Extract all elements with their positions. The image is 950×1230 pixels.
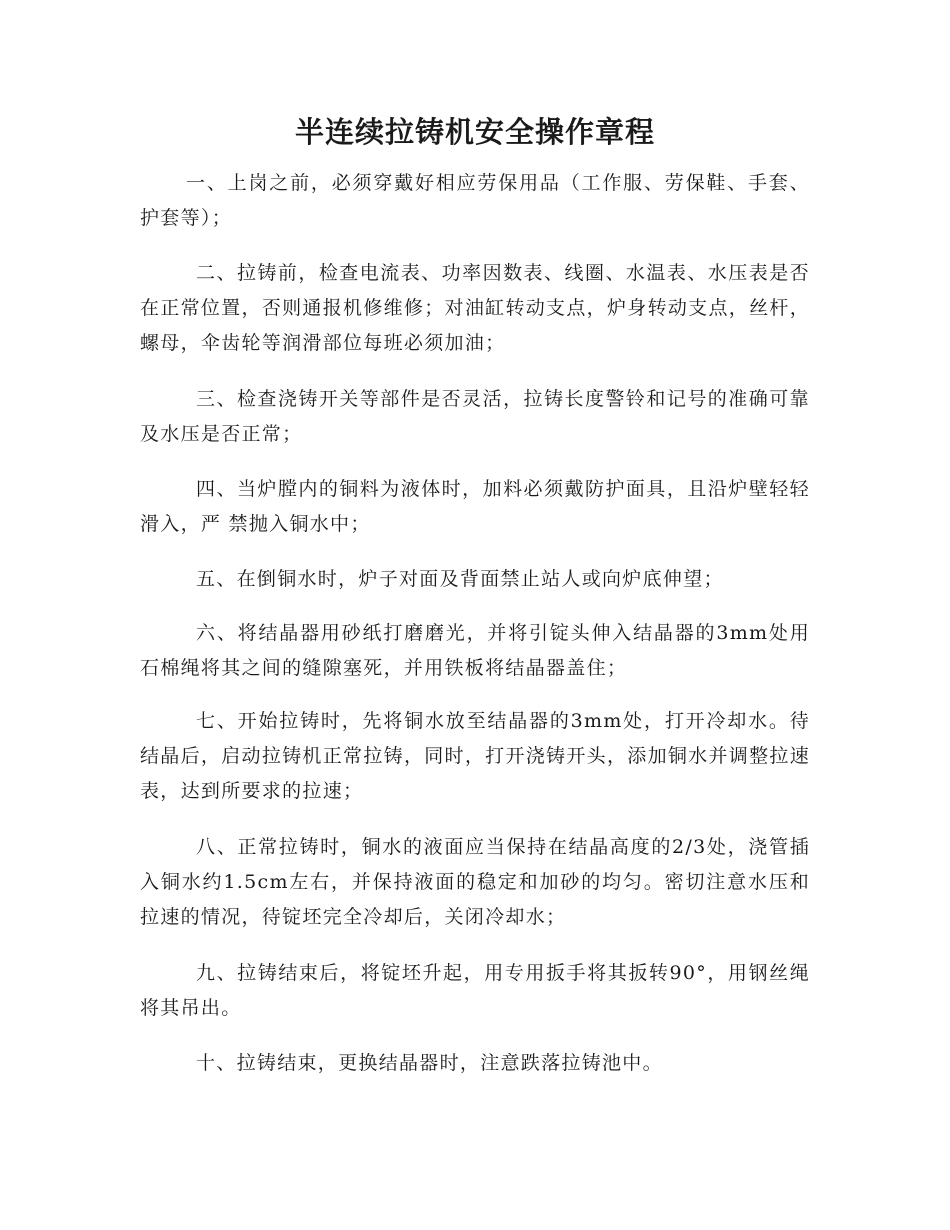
paragraph-9: 九、拉铸结束后，将锭坯升起，用专用扳手将其扳转90°，用钢丝绳将其吊出。 xyxy=(140,962,810,1019)
paragraph-2: 二、拉铸前，检查电流表、功率因数表、线圈、水温表、水压表是否在正常位置，否则通报机修维修；对油缸转动支点，炉身转动支点，丝杆，螺母，伞齿轮等润滑部位每班必须加油； xyxy=(140,262,810,354)
paragraph-6: 六、将结晶器用砂纸打磨磨光，并将引锭头伸入结晶器的3mm处用石棉绳将其之间的缝隙塞死，并用铁板将结晶器盖住； xyxy=(140,622,810,679)
paragraph-8: 八、正常拉铸时，铜水的液面应当保持在结晶高度的2/3处，浇管插入铜水约1.5cm左右，并保持液面的稳定和加砂的均匀。密切注意水压和拉速的情况，待锭坯完全冷却后，关闭冷却水； xyxy=(140,836,810,928)
paragraph-10: 十、拉铸结束，更换结晶器时，注意跌落拉铸池中。 xyxy=(196,1052,663,1074)
paragraph-7: 七、开始拉铸时，先将铜水放至结晶器的3mm处，打开冷却水。待结晶后，启动拉铸机正常拉铸，同时，打开浇铸开头，添加铜水并调整拉速表，达到所要求的拉速； xyxy=(140,710,810,802)
paragraph-1: 一、上岗之前，必须穿戴好相应劳保用品（工作服、劳保鞋、手套、护套等）； xyxy=(140,172,810,229)
document-title: 半连续拉铸机安全操作章程 xyxy=(294,115,655,149)
paragraph-3: 三、检查浇铸开关等部件是否灵活，拉铸长度警铃和记号的准确可靠及水压是否正常； xyxy=(140,388,810,445)
paragraph-4: 四、当炉膛内的铜料为液体时，加料必须戴防护面具，且沿炉壁轻轻滑入，严 禁抛入铜水中； xyxy=(140,478,810,535)
paragraph-5: 五、在倒铜水时，炉子对面及背面禁止站人或向炉底伸望； xyxy=(196,568,724,590)
